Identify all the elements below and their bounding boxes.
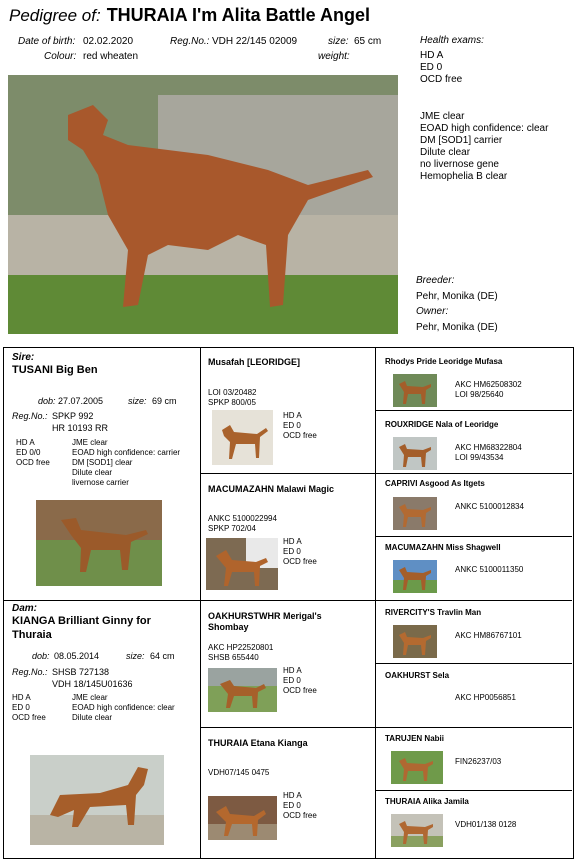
gp-health: ED 0 [283,801,301,810]
ggp-reg: AKC HM68322804 [455,443,522,452]
size-value: 65 cm [354,36,382,47]
colour-value: red wheaten [83,51,139,62]
dam-size-label: size: [126,651,145,661]
sire-reg2: HR 10193 RR [52,423,109,433]
gp-reg: LOI 03/20482 [208,388,257,397]
dam-name-2: Thuraia [12,629,52,641]
ggp-photo [393,560,437,593]
reg-value: VDH 22/145 02009 [212,36,298,47]
ggp-photo [393,374,437,407]
sire-reg: SPKP 992 [52,411,94,421]
owner-name: Pehr, Monika (DE) [416,322,498,333]
gp-health: HD A [283,666,302,675]
gp-photo [206,538,278,590]
gp-photo [208,796,277,840]
health-dna: no livernose gene [420,159,499,170]
gp-name: Musafah [LEORIDGE] [208,357,301,367]
ggp-name: MACUMAZAHN Miss Shagwell [385,543,501,552]
colour-label: Colour: [44,51,77,62]
owner-label: Owner: [416,306,449,317]
health-ed: ED 0 [420,62,443,73]
ggp-name: Rhodys Pride Leoridge Mufasa [385,357,503,366]
size-label: size: [328,36,349,47]
sire-dna: Dilute clear [72,468,113,477]
title-prefix: Pedigree of: [9,6,101,25]
gp-name-2: Shombay [208,622,249,632]
dob-value: 02.02.2020 [83,36,134,47]
dam-ocd: OCD free [12,713,46,722]
gp-name: THURAIA Etana Kianga [208,738,308,748]
sire-dna: EOAD high confidence: carrier [72,448,181,457]
health-dna: Dilute clear [420,147,471,158]
gp-reg: SPKP 800/05 [208,398,256,407]
gp-health: OCD free [283,686,317,695]
gp-health: ED 0 [283,547,301,556]
breeder-label: Breeder: [416,275,455,286]
dam-reg-label: Reg.No.: [12,667,48,677]
ggp-photo [391,751,443,784]
gp-health: HD A [283,411,302,420]
gp-name: OAKHURSTWHR Merigal's [208,611,322,621]
dam-dna: JME clear [72,693,108,702]
gp-reg: SPKP 702/04 [208,524,256,533]
health-dna: EOAD high confidence: clear [420,123,549,134]
dam-dob-label: dob: [32,651,50,661]
sire-reg-label: Reg.No.: [12,411,48,421]
health-label: Health exams: [420,35,484,46]
dam-role: Dam: [12,603,38,614]
ggp-photo [391,814,443,847]
dob-label: Date of birth: [18,36,76,47]
gp-health: HD A [283,791,302,800]
ggp-name: OAKHURST Sela [385,671,450,680]
sire-photo [36,500,162,586]
health-dna: DM [SOD1] carrier [420,135,503,146]
ggp-reg: AKC HM86767101 [455,631,522,640]
health-ocd: OCD free [420,74,463,85]
health-dna: Hemophelia B clear [420,171,508,182]
ggp-reg: LOI 99/43534 [455,453,504,462]
sire-dob: 27.07.2005 [58,396,104,406]
gp-photo [208,668,277,712]
dam-hd: HD A [12,693,31,702]
ggp-name: TARUJEN Nabii [385,734,444,743]
ggp-name: THURAIA Alika Jamila [385,797,469,806]
sire-size-label: size: [128,396,147,406]
sire-size: 69 cm [152,396,177,406]
sire-dna: livernose carrier [72,478,129,487]
gp-reg: ANKC 5100022994 [208,514,277,523]
dam-dna: Dilute clear [72,713,113,722]
breeder-name: Pehr, Monika (DE) [416,291,498,302]
page-title [9,5,370,26]
dam-ed: ED 0 [12,703,30,712]
main-dog-photo [8,75,398,334]
ggp-reg: ANKC 5100011350 [455,565,524,574]
dam-dna: EOAD high confidence: clear [72,703,175,712]
health-dna: JME clear [420,111,465,122]
sire-ocd: OCD free [16,458,50,467]
ggp-reg: ANKC 5100012834 [455,502,524,511]
dam-reg: SHSB 727138 [52,667,110,677]
ggp-photo [393,625,437,658]
ggp-reg: FIN26237/03 [455,757,502,766]
sire-dob-label: dob: [38,396,56,406]
sire-name: TUSANI Big Ben [12,364,98,376]
sire-role: Sire: [12,352,35,363]
ggp-photo [393,437,437,470]
gp-health: HD A [283,537,302,546]
weight-label: weight: [318,51,350,62]
dam-size: 64 cm [150,651,175,661]
health-hd: HD A [420,50,444,61]
ggp-name: ROUXRIDGE Nala of Leoridge [385,420,499,429]
ggp-reg: LOI 98/25640 [455,390,504,399]
ggp-reg: AKC HM62508302 [455,380,522,389]
ggp-name: CAPRIVI Asgood As Itgets [385,479,485,488]
dam-reg2: VDH 18/145U01636 [52,679,133,689]
gp-health: ED 0 [283,676,301,685]
dam-photo [30,755,164,845]
sire-hd: HD A [16,438,35,447]
gp-photo [212,410,273,465]
dog-name: THURAIA I'm Alita Battle Angel [106,5,370,25]
dam-name: KIANGA Brilliant Ginny for [12,615,151,627]
gp-reg: AKC HP22520801 [208,643,274,652]
dam-dob: 08.05.2014 [54,651,100,661]
gp-reg: SHSB 655440 [208,653,259,662]
gp-health: OCD free [283,811,317,820]
ggp-reg: AKC HP0056851 [455,693,516,702]
ggp-name: RIVERCITY'S Travlin Man [385,608,482,617]
gp-health: ED 0 [283,421,301,430]
gp-health: OCD free [283,431,317,440]
sire-ed: ED 0/0 [16,448,41,457]
ggp-reg: VDH01/138 0128 [455,820,517,829]
sire-dna: DM [SOD1] clear [72,458,133,467]
gp-name: MACUMAZAHN Malawi Magic [208,484,335,494]
gp-health: OCD free [283,557,317,566]
ggp-photo [393,497,437,530]
gp-reg: VDH07/145 0475 [208,768,270,777]
reg-label: Reg.No.: [170,36,210,47]
sire-dna: JME clear [72,438,108,447]
